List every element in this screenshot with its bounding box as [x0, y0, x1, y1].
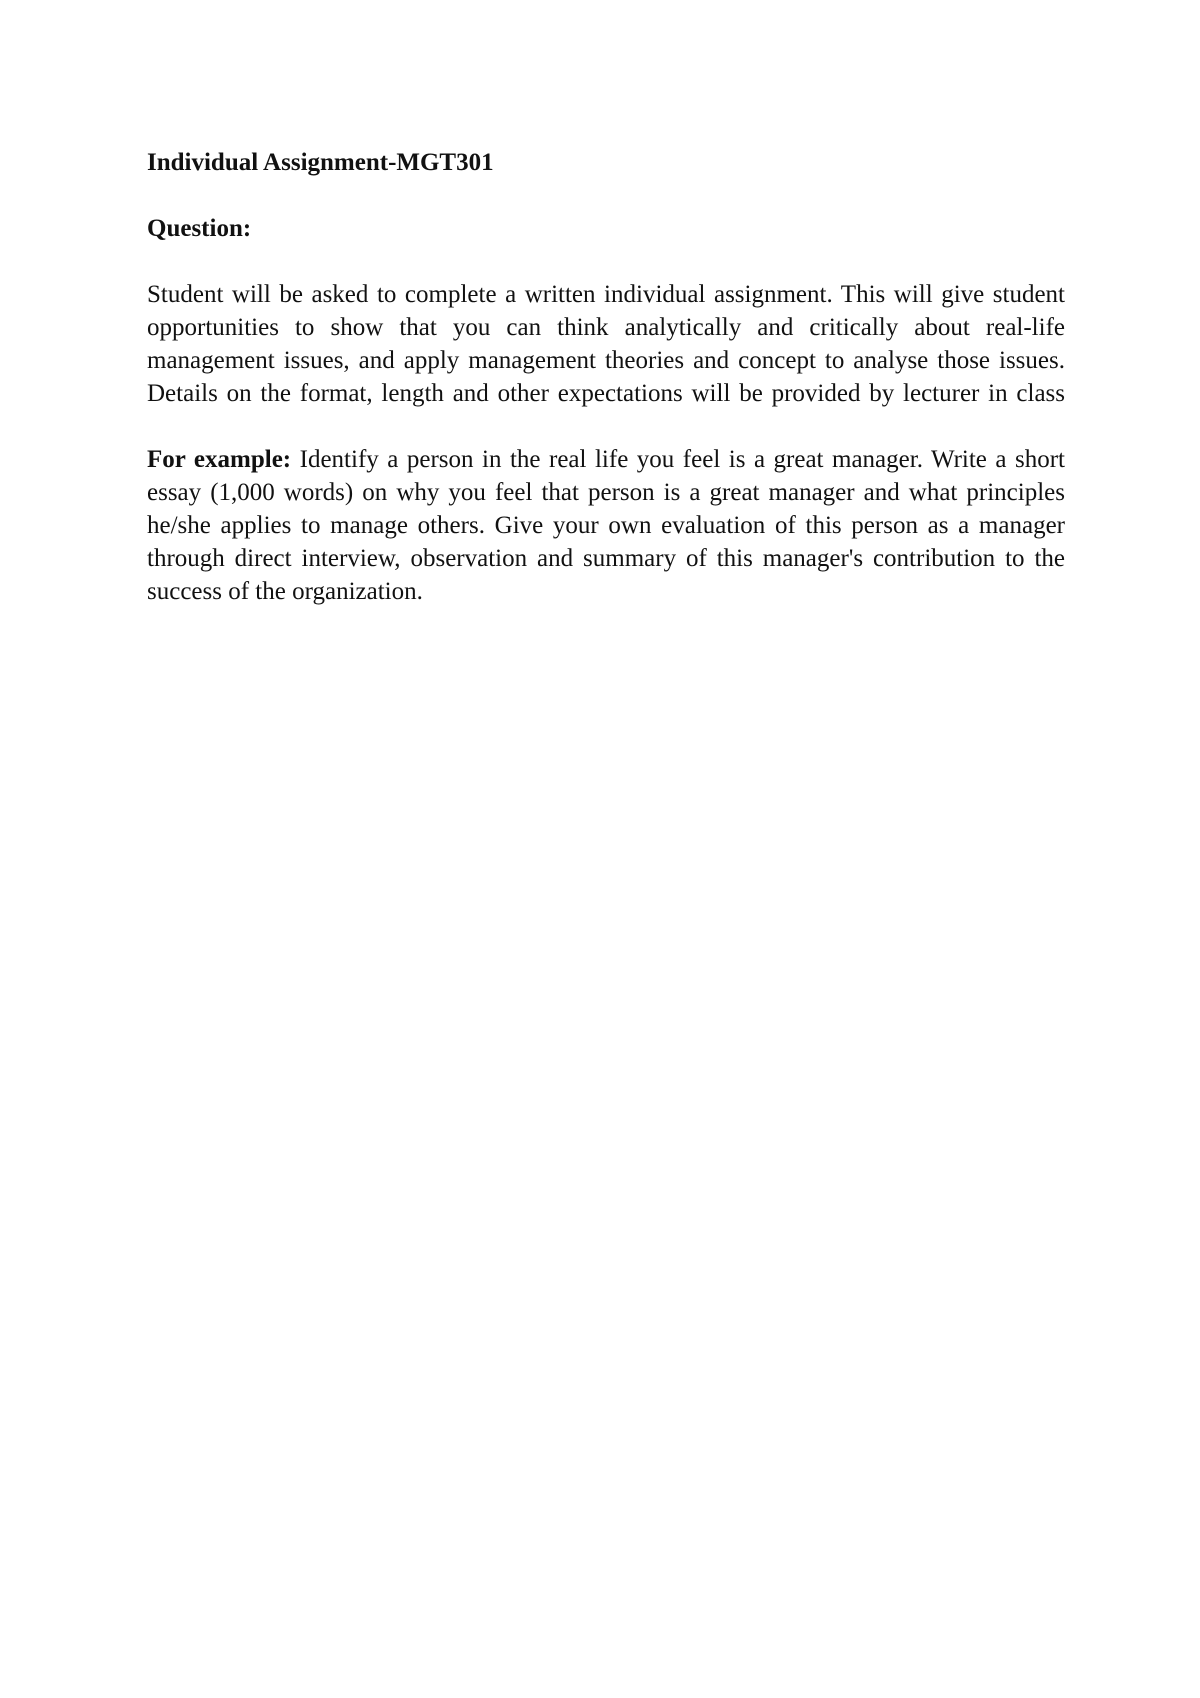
question-heading: Question: — [147, 215, 252, 242]
example-paragraph — [147, 443, 1065, 608]
assignment-title: Individual Assignment-MGT301 — [147, 149, 494, 176]
document-body — [147, 146, 1065, 608]
example-text: Identify a person in the real life you feel is a great manager. Write a short essay (1,000 words) on why you feel that person is a great manager and what principles he/she applies to manage others. Give your own evaluation of this person as a manager through direct interview, observation and summary of this manager's contribution to the success of the organization. — [147, 446, 1065, 605]
question-paragraph: Student will be asked to complete a written individual assignment. This will give student opportunities to show that you can think analytically and critically about real-life management issues, and apply management theories and concept to analyse those issues. Details on the format, length and other expectations will be provided by lecturer in class — [147, 281, 1065, 407]
example-label: For example: — [147, 446, 292, 473]
